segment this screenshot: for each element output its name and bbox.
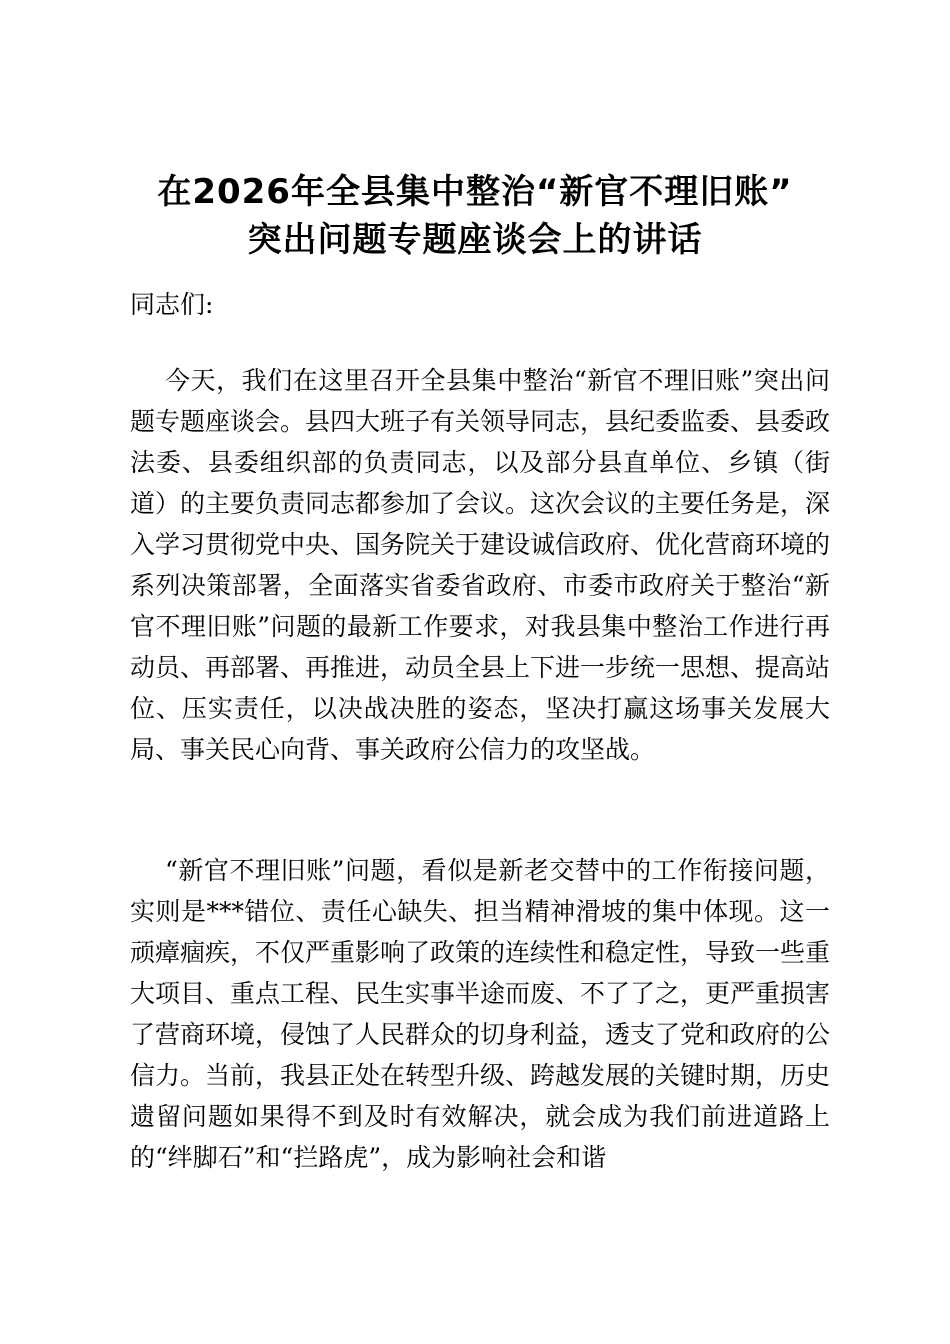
salutation: 同志们: <box>130 290 214 319</box>
title-line-2: 突出问题专题座谈会上的讲话 <box>247 220 703 260</box>
title-line-1: 在2026年全县集中整治“新官不理旧账” <box>157 172 793 212</box>
paragraph-1: 今天，我们在这里召开全县集中整治“新官不理旧账”突出问题专题座谈会。县四大班子有关领导同志，县纪委监委、县委政法委、县委组织部的负责同志，以及部分县直单位、乡镇（街道）的主要负责同志都参加了会议。这次会议的主要任务是，深入学习贯彻党中央、国务院关于建设诚信政府、优化营商环境的系列决策部署，全面落实省委省政府、市委市政府关于整治“新官不理旧账”问题的最新工作要求，对我县集中整治工作进行再动员、再部署、再推进，动员全县上下进一步统一思想、提高站位、压实责任，以决战决胜的姿态，坚决打赢这场事关发展大局、事关民心向背、事关政府公信力的攻坚战。 <box>130 366 831 764</box>
paragraph-2: “新官不理旧账”问题，看似是新老交替中的工作衔接问题，实则是***错位、责任心缺失、担当精神滑坡的集中体现。这一顽瘴痼疾，不仅严重影响了政策的连续性和稳定性，导致一些重大项目、重点工程、民生实事半途而废、不了了之，更严重损害了营商环境，侵蚀了人民群众的切身利益，透支了党和政府的公信力。当前，我县正处在转型升级、跨越发展的关键时期，历史遗留问题如果得不到及时有效解决，就会成为我们前进道路上的“绊脚石”和“拦路虎”，成为影响社会和谐 <box>130 856 831 1172</box>
